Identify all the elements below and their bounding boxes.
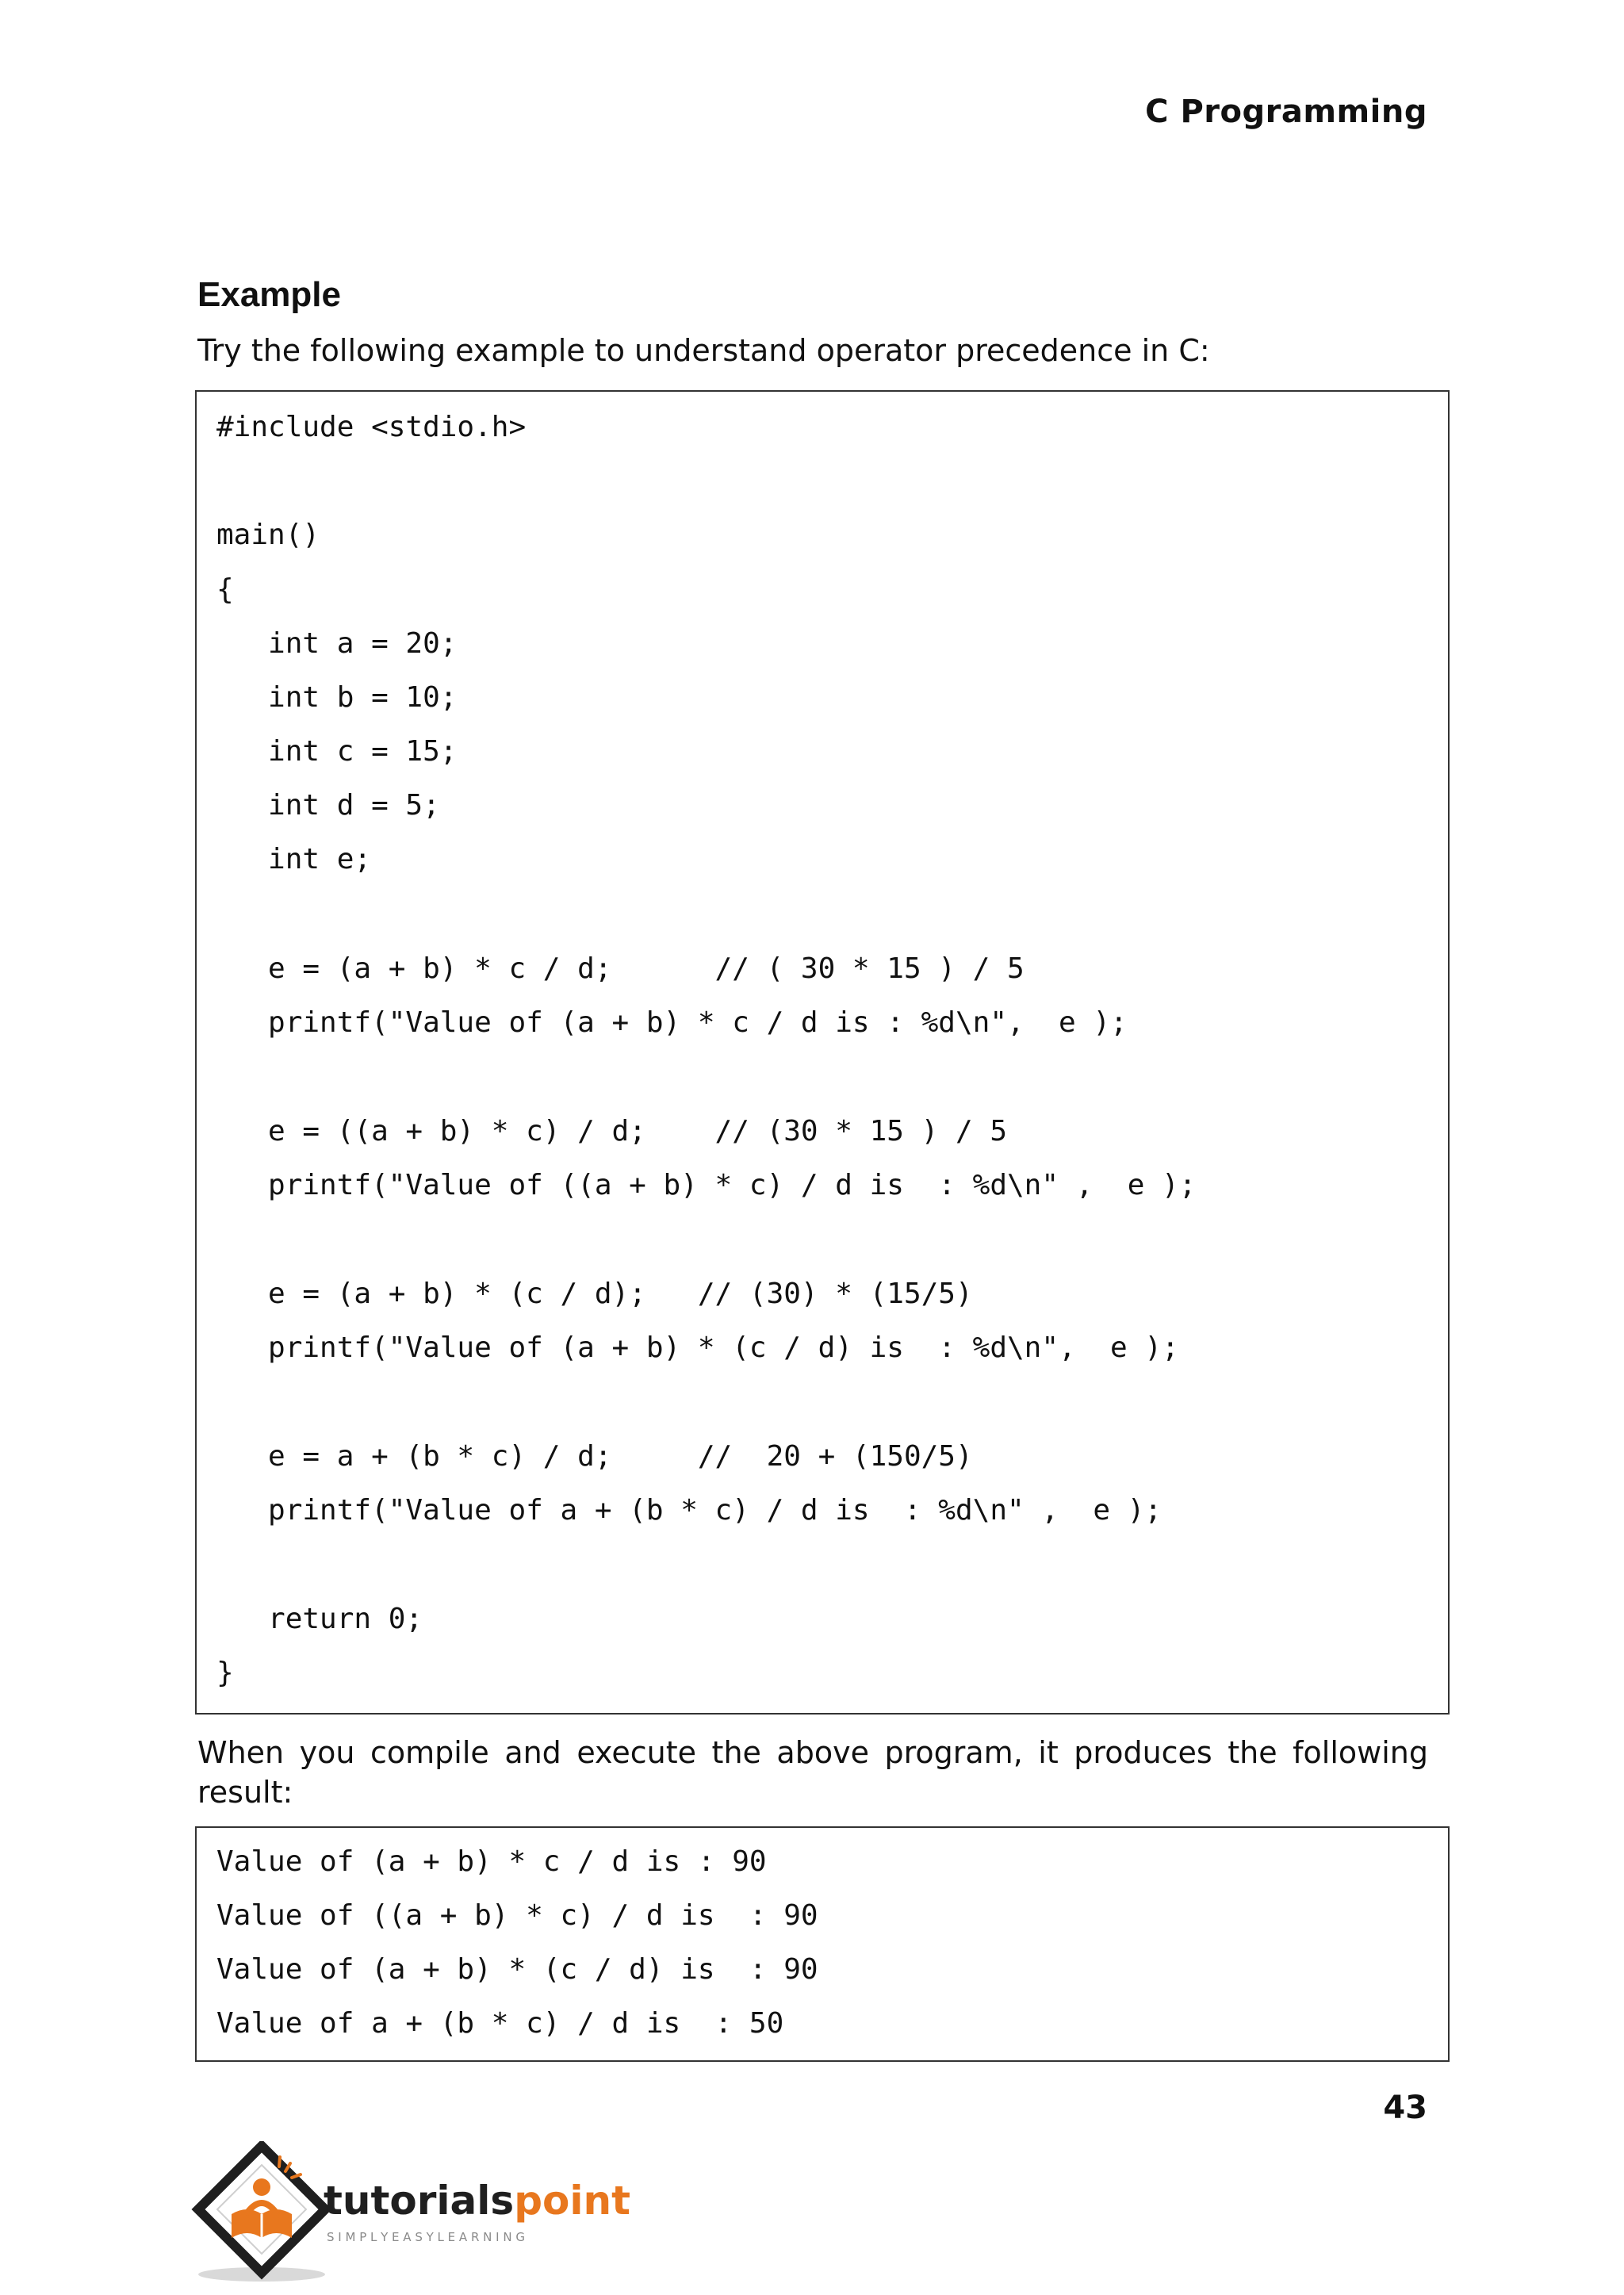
code-line: printf("Value of (a + b) * c / d is : %d\n", e ); [216,1006,1128,1039]
code-line: printf("Value of ((a + b) * c) / d is : %d\n" , e ); [216,1169,1197,1201]
intro-paragraph: Try the following example to understand operator precedence in C: [197,333,1210,368]
code-line: e = ((a + b) * c) / d; // (30 * 15 ) / 5 [216,1115,1007,1148]
output-line: Value of a + (b * c) / d is : 50 [216,2007,784,2040]
code-listing [195,390,1450,1715]
code-line: #include <stdio.h> [216,411,527,443]
code-line: main() [216,519,320,551]
output-line: Value of ((a + b) * c) / d is : 90 [216,1899,818,1932]
tutorialspoint-logo [190,2141,634,2284]
code-line: return 0; [216,1603,423,1635]
code-line: e = (a + b) * (c / d); // (30) * (15/5) [216,1278,973,1310]
output-line: Value of (a + b) * c / d is : 90 [216,1845,767,1878]
result-description: When you compile and execute the above program, it produces the following result: [197,1735,1428,1810]
code-line: int b = 10; [216,681,458,714]
code-line: int c = 15; [216,735,458,768]
logo-wordmark [324,2178,630,2224]
code-line: e = (a + b) * c / d; // ( 30 * 15 ) / 5 [216,952,1025,985]
logo-word-accent: point [514,2178,630,2224]
section-heading: Example [197,275,341,314]
code-line: e = a + (b * c) / d; // 20 + (150/5) [216,1440,973,1473]
code-line: } [216,1657,234,1689]
running-header: C Programming [1145,94,1427,130]
code-line: int a = 20; [216,627,458,660]
logo-tagline: S I M P L Y E A S Y L E A R N I N G [327,2230,525,2244]
logo-emblem-icon [198,2146,325,2273]
output-listing [195,1826,1450,2062]
code-line: int d = 5; [216,789,440,822]
code-line: printf("Value of a + (b * c) / d is : %d\n" , e ); [216,1494,1162,1527]
output-line: Value of (a + b) * (c / d) is : 90 [216,1953,818,1986]
logo-word-dark: tutorials [324,2178,515,2224]
code-line: printf("Value of (a + b) * (c / d) is : %d\n", e ); [216,1331,1179,1364]
code-line: int e; [216,843,372,875]
page-number: 43 [1383,2090,1427,2126]
code-line: { [216,573,234,606]
